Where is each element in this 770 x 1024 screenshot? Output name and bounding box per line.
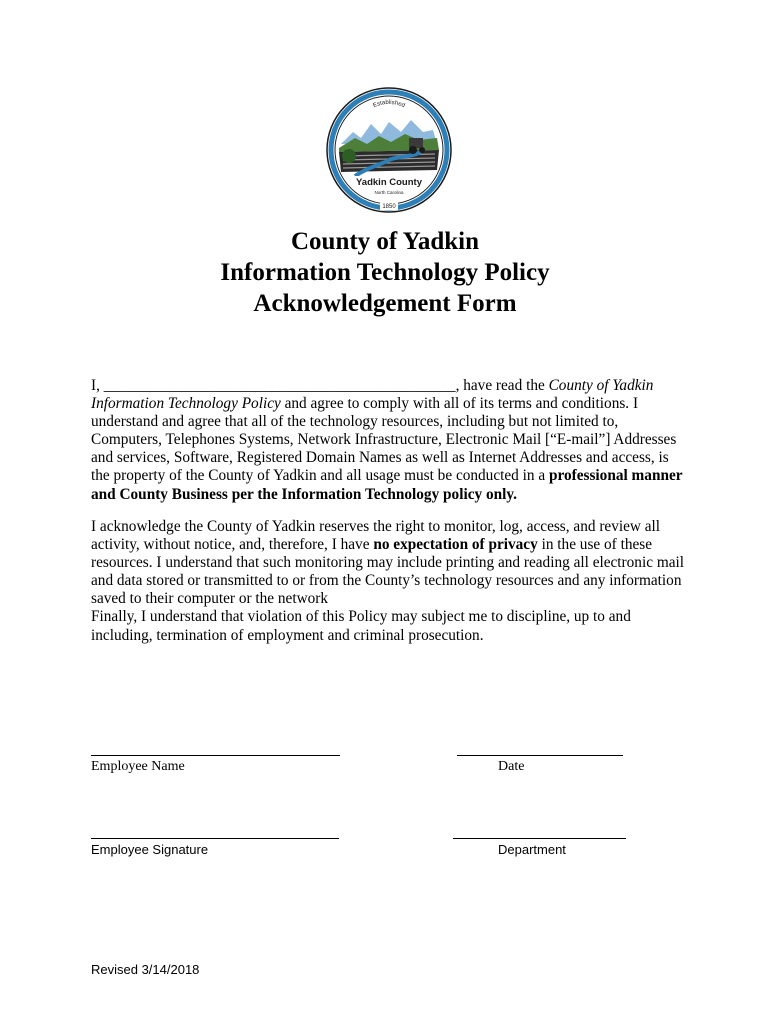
violation-text: Finally, I understand that violation of this Policy may subject me to discipline, up to and including, termination of employment and criminal prosecution. <box>91 608 631 644</box>
monitoring-text-part-2: in the use of these resources. I understand that such monitoring may include printing and reading all electronic mail and data stored or transmitted to or from the County’s technology resources and any information saved to their computer or the network <box>91 536 685 608</box>
employee-name-label: Employee Name <box>91 759 185 774</box>
monitoring-text-part-1: I acknowledge the County of Yadkin reserves the right to monitor, log, access, and review all activity, without notice, and, therefore, I have <box>91 518 661 554</box>
department-line[interactable] <box>453 838 626 839</box>
county-seal-logo <box>325 86 453 214</box>
paragraph-lead: I, <box>91 377 104 394</box>
employee-signature-line[interactable] <box>91 838 339 839</box>
paragraph-bold-end: professional manner and County Business per the Information Technology policy only. <box>91 467 683 503</box>
employee-name-line[interactable] <box>91 755 340 756</box>
date-label: Date <box>498 759 525 774</box>
name-blank-line: ______________________________________________ <box>103 377 456 394</box>
seal-county-name: Yadkin County <box>356 177 422 188</box>
monitoring-paragraph <box>91 518 691 645</box>
title-line-1: County of Yadkin <box>290 228 480 255</box>
monitoring-text <box>91 518 691 608</box>
paragraph-body: and agree to comply with all of its terms and conditions. I understand and agree that all of the technology resources, including but not limited to, Computers, Telephones Systems, Network Infrastructure, Electronic Mail [“E-mail”] Addresses and services, Software, Registered Domain Names as well as Internet Addresses and access, is the property of the County of Yadkin and all usage must be conducted in a <box>91 395 677 485</box>
department-label: Department <box>498 842 566 857</box>
seal-state-name: North Carolina <box>374 190 404 195</box>
privacy-bold: no expectation of privacy <box>373 536 538 554</box>
seal-top-label: Established <box>372 99 406 110</box>
paragraph-after-blank: , have read the <box>455 377 549 394</box>
acknowledgement-paragraph <box>91 377 691 504</box>
title-line-2: Information Technology Policy <box>220 259 550 286</box>
date-line[interactable] <box>457 755 623 756</box>
seal-year: 1850 <box>382 204 396 210</box>
page-title <box>0 226 770 319</box>
employee-signature-label: Employee Signature <box>91 842 209 857</box>
revised-date: Revised 3/14/2018 <box>91 962 200 977</box>
title-line-3: Acknowledgement Form <box>253 290 517 317</box>
policy-name: County of Yadkin Information Technology Policy <box>91 377 654 413</box>
